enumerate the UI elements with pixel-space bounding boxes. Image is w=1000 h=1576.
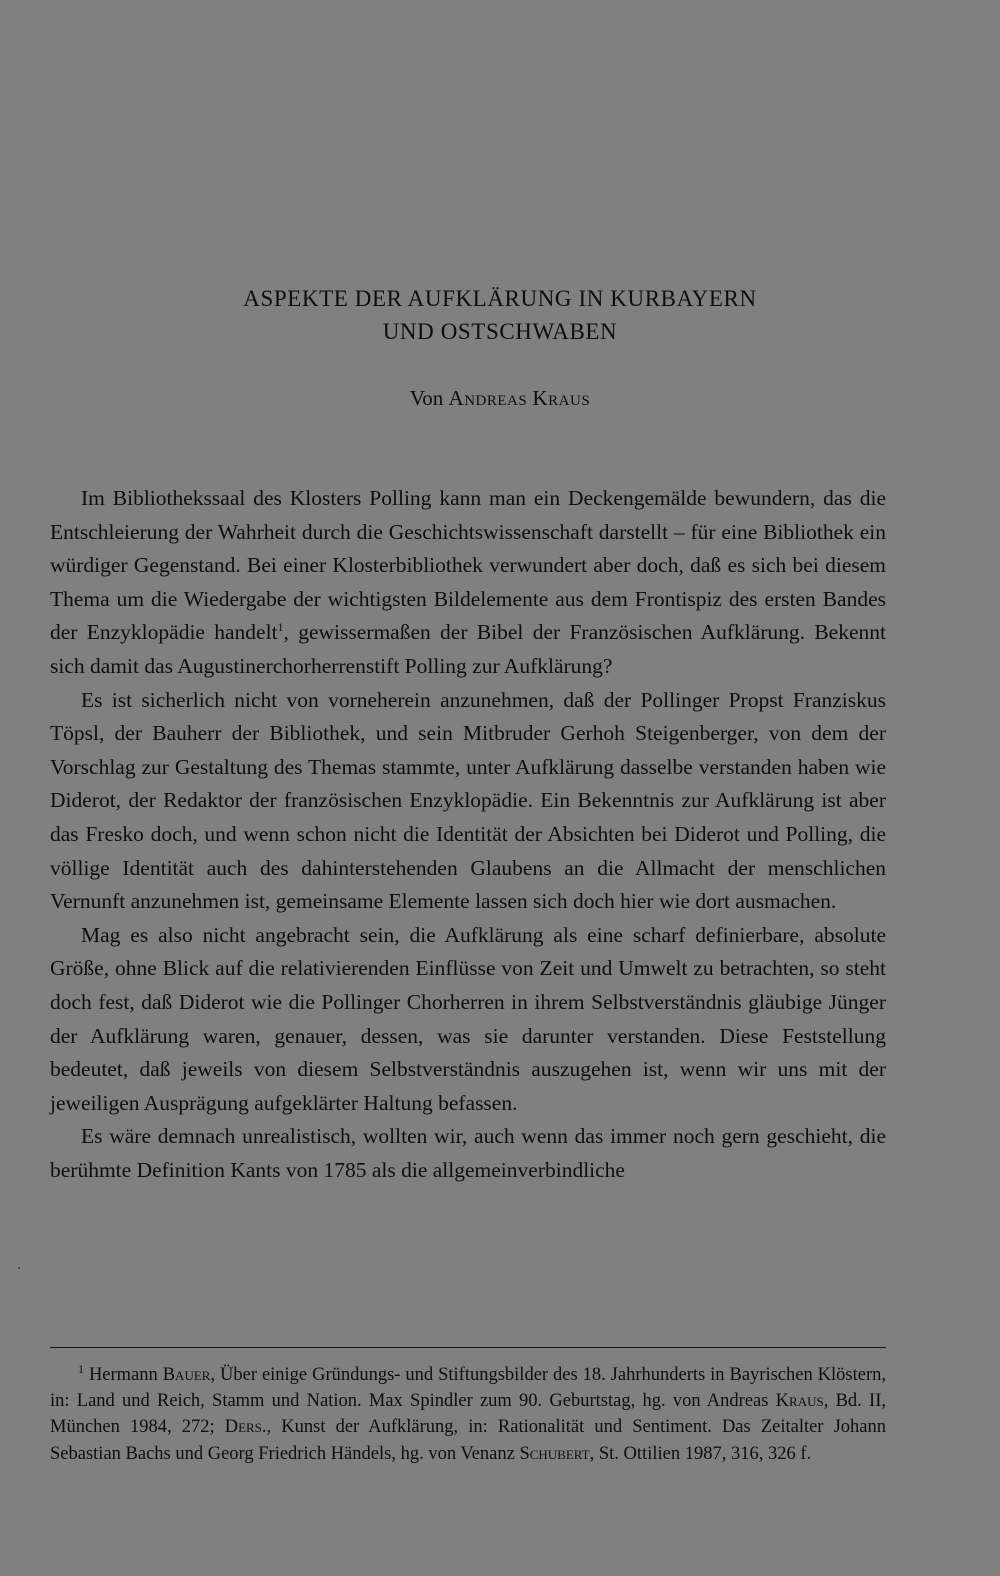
- paragraph-2: Es ist sicherlich nicht von vorneherein anzunehmen, daß der Pollinger Propst Franziskus Töpsl, der Bauherr der Bibliothek, und sein Mitbruder Gerhoh Steigenberger, von dem der Vorschlag zur Gestaltung des Themas stammte, unter Aufklärung dasselbe verstanden haben wie Diderot, der Redaktor der französischen Enzyklopädie. Ein Bekenntnis zur Aufklärung ist aber das Fresko doch, und wenn schon nicht die Identität der Absichten bei Diderot und Polling, die völlige Identität auch des dahinterstehenden Glaubens an die Allmacht der menschlichen Vernunft anzunehmen ist, gemeinsame Elemente lassen sich doch hier wie dort ausmachen.: [50, 687, 886, 914]
- footnote-author-name: Bauer: [162, 1365, 211, 1385]
- byline-prefix: Von: [409, 386, 449, 410]
- paragraph-1-text-a: Im Bibliothekssaal des Klosters Polling kann man ein Deckengemälde bewundern, das die Entschleierung der Wahrheit durch die Geschichtswissenschaft darstellt – für eine Bibliothek ein würdiger Gegenstand. Bei einer Klosterbibliothek verwundert aber doch, daß es sich bei diesem Thema um die Wiedergabe der wichtigsten Bildelemente aus dem Frontispiz des ersten Bandes der Enzyklopädie handelt: [50, 486, 886, 645]
- paragraph-4: Es wäre demnach unrealistisch, wollten wir, auch wenn das immer noch gern geschieht, die berühmte Definition Kants von 1785 als die allgemeinverbindliche: [50, 1124, 886, 1182]
- author-byline: [0, 386, 1000, 411]
- article-title: [0, 282, 1000, 348]
- body-text: [50, 482, 886, 1187]
- author-last-name: Kraus: [532, 386, 591, 410]
- footnote-editor-name: Kraus: [775, 1391, 824, 1412]
- author-first-name: Andreas: [448, 386, 528, 410]
- title-line-1: ASPEKTE DER AUFKLÄRUNG IN KURBAYERN: [243, 286, 757, 311]
- footnote-reference: 1: [277, 620, 284, 635]
- paragraph-1-text-b: , gewissermaßen der Bibel der Französischen Aufklärung. Bekennt sich damit das Augustinerchorherrenstift Polling zur Aufklärung?: [50, 620, 886, 678]
- footnote-text: , Bd. II, München 1984, 272;: [50, 1391, 886, 1438]
- scan-speck: [18, 1267, 20, 1269]
- title-line-2: UND OSTSCHWABEN: [382, 319, 618, 344]
- footnote-number: 1: [78, 1361, 84, 1376]
- footnote-1: [50, 1362, 886, 1467]
- footnote-text: Hermann: [84, 1365, 163, 1385]
- footnote-editor-name: Schubert: [519, 1443, 590, 1464]
- footnote-text: , Über einige Gründungs- und Stiftungsbilder des 18. Jahrhunderts in Bayrischen Klöstern, in: Land und Reich, Stamm und Nation. Max Spindler zum 90. Geburtstag, hg. von Andreas: [50, 1365, 886, 1412]
- footnotes: [50, 1362, 886, 1467]
- footnote-ders-abbrev: Ders.: [224, 1417, 267, 1438]
- footnote-text: , St. Ottilien 1987, 316, 326 f.: [589, 1443, 812, 1464]
- paragraph-1: [50, 482, 886, 684]
- footnote-text: , Kunst der Aufklärung, in: Rationalität und Sentiment. Das Zeitalter Johann Sebastian Bachs und Georg Friedrich Händels, hg. von Venanz: [50, 1417, 886, 1464]
- footnote-divider: [50, 1347, 886, 1348]
- paragraph-3: Mag es also nicht angebracht sein, die Aufklärung als eine scharf definierbare, absolute Größe, ohne Blick auf die relativierenden Einflüsse von Zeit und Umwelt zu betrachten, so steht doch fest, daß Diderot wie die Pollinger Chorherren in ihrem Selbstverständnis gläubige Jünger der Aufklärung waren, genauer, dessen, was sie darunter verstanden. Diese Feststellung bedeutet, daß jeweils von diesem Selbstverständnis auszugehen ist, wenn wir uns mit der jeweiligen Ausprägung aufgeklärter Haltung befassen.: [50, 922, 886, 1115]
